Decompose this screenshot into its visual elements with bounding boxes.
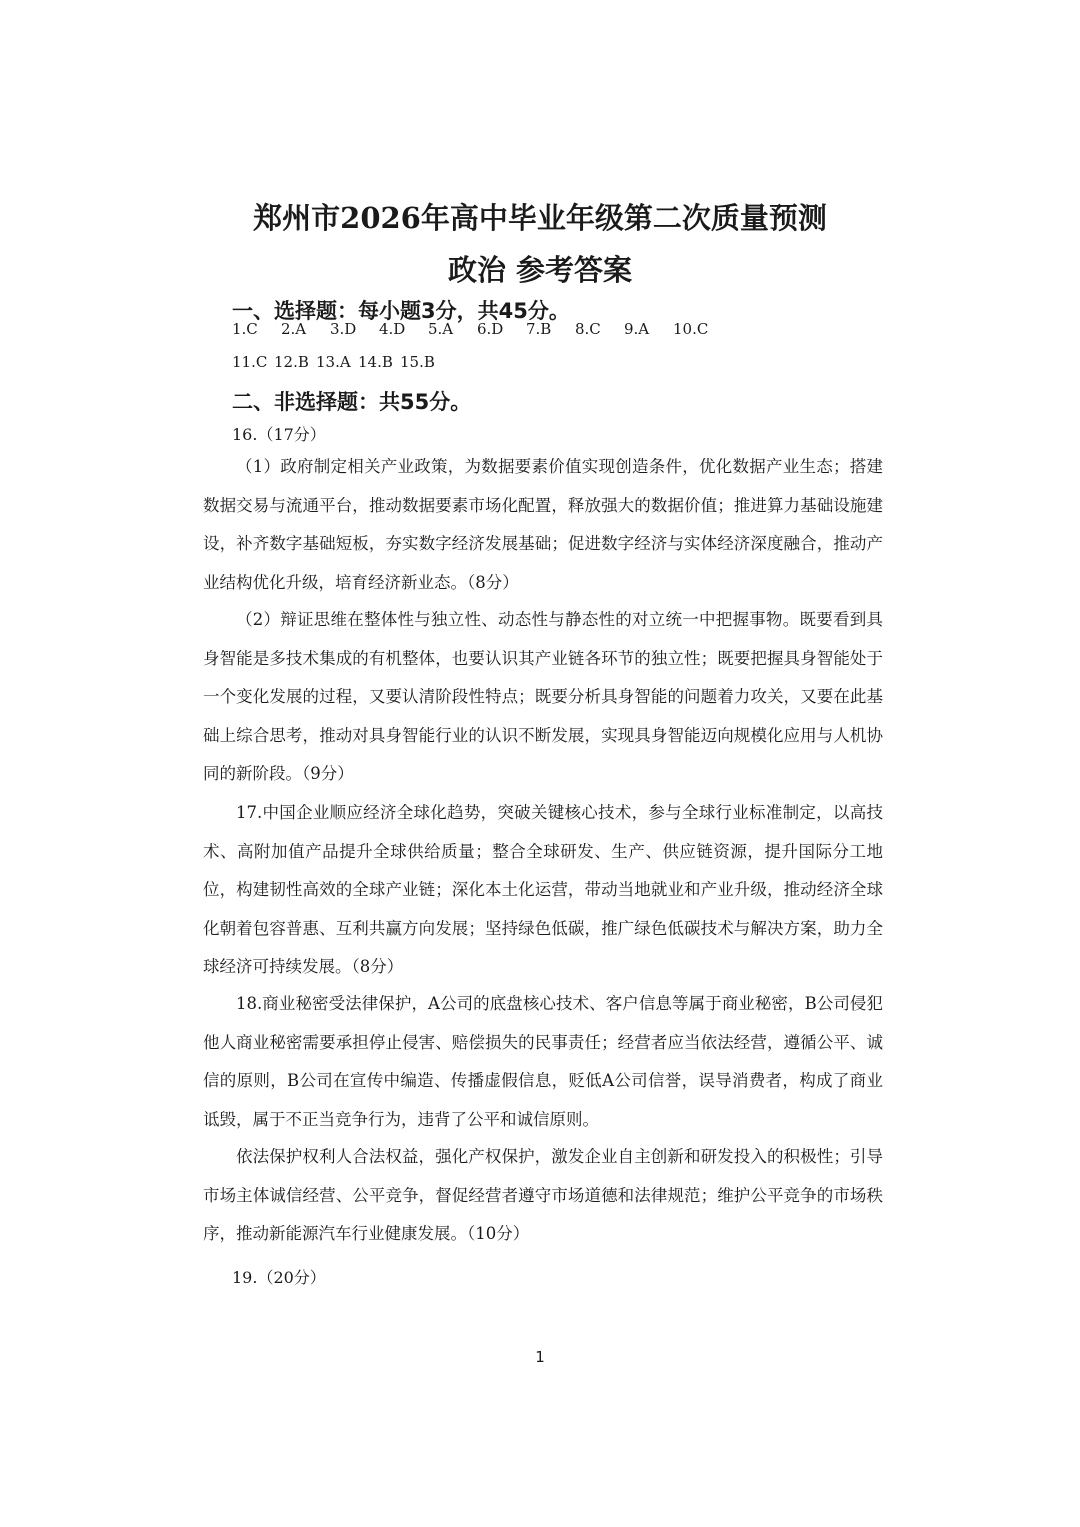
question-16-part-2: （2）辩证思维在整体性与独立性、动态性与静态性的对立统一中把握事物。既要看到具身智能是多技术集成的有机整体，也要认识其产业链各环节的独立性；既要把握具身智能处于一个变化发展的过程，又要认清阶段性特点；既要分析具身智能的问题着力攻关，又要在此基础上综合思考，推动对具身智能行业的认识不断发展，实现具身智能迈向规模化应用与人机协同的新阶段。（9分） xyxy=(203,610,883,783)
answer-item: 13.A xyxy=(316,353,351,371)
answer-item: 7.B xyxy=(526,320,552,338)
answer-item: 15.B xyxy=(400,353,435,371)
answer-item: 10.C xyxy=(673,320,709,338)
answer-item: 2.A xyxy=(281,320,307,338)
answer-item: 5.A xyxy=(428,320,454,338)
answers-row-2 xyxy=(232,353,442,371)
answers-row-1 xyxy=(232,320,722,338)
document-title: 郑州市2026年高中毕业年级第二次质量预测 xyxy=(253,201,827,235)
section1-heading: 一、选择题：每小题3分，共45分。 xyxy=(232,299,570,323)
answer-item: 6.D xyxy=(477,320,504,338)
question-18-answer-part-2: 依法保护权利人合法权益，强化产权保护，激发企业自主创新和研发投入的积极性；引导市场主体诚信经营、公平竞争，督促经营者遵守市场道德和法律规范；维护公平竞争的市场秩序，推动新能源汽车行业健康发展。（10分） xyxy=(203,1147,883,1243)
answer-item: 3.D xyxy=(330,320,357,338)
answer-item: 11.C xyxy=(232,353,268,371)
question-18-answer-part-1: 18.商业秘密受法律保护，A公司的底盘核心技术、客户信息等属于商业秘密，B公司侵犯他人商业秘密需要承担停止侵害、赔偿损失的民事责任；经营者应当依法经营，遵循公平、诚信的原则，B公司在宣传中编造、传播虚假信息，贬低A公司信誉，误导消费者，构成了商业诋毁，属于不正当竞争行为，违背了公平和诚信原则。 xyxy=(203,994,883,1129)
answer-item: 12.B xyxy=(274,353,309,371)
question-17-answer: 17.中国企业顺应经济全球化趋势，突破关键核心技术，参与全球行业标准制定，以高技术、高附加值产品提升全球供给质量；整合全球研发、生产、供应链资源，提升国际分工地位，构建韧性高效的全球产业链；深化本土化运营，带动当地就业和产业升级，推动经济全球化朝着包容普惠、互利共赢方向发展；坚持绿色低碳，推广绿色低碳技术与解决方案，助力全球经济可持续发展。（8分） xyxy=(203,803,883,976)
document-subtitle: 政治 参考答案 xyxy=(447,253,633,287)
page-number: 1 xyxy=(535,1348,545,1366)
question-16-heading: 16.（17分） xyxy=(232,425,326,444)
question-19-heading: 19.（20分） xyxy=(232,1268,326,1287)
answer-item: 8.C xyxy=(575,320,601,338)
question-16-part-1: （1）政府制定相关产业政策，为数据要素价值实现创造条件，优化数据产业生态；搭建数据交易与流通平台，推动数据要素市场化配置，释放强大的数据价值；推进算力基础设施建设，补齐数字基础短板，夯实数字经济发展基础；促进数字经济与实体经济深度融合，推动产业结构优化升级，培育经济新业态。（8分） xyxy=(203,457,883,592)
answer-item: 4.D xyxy=(379,320,406,338)
answer-item: 9.A xyxy=(624,320,650,338)
answer-item: 1.C xyxy=(232,320,258,338)
section2-heading: 二、非选择题：共55分。 xyxy=(232,390,472,414)
answer-item: 14.B xyxy=(358,353,393,371)
